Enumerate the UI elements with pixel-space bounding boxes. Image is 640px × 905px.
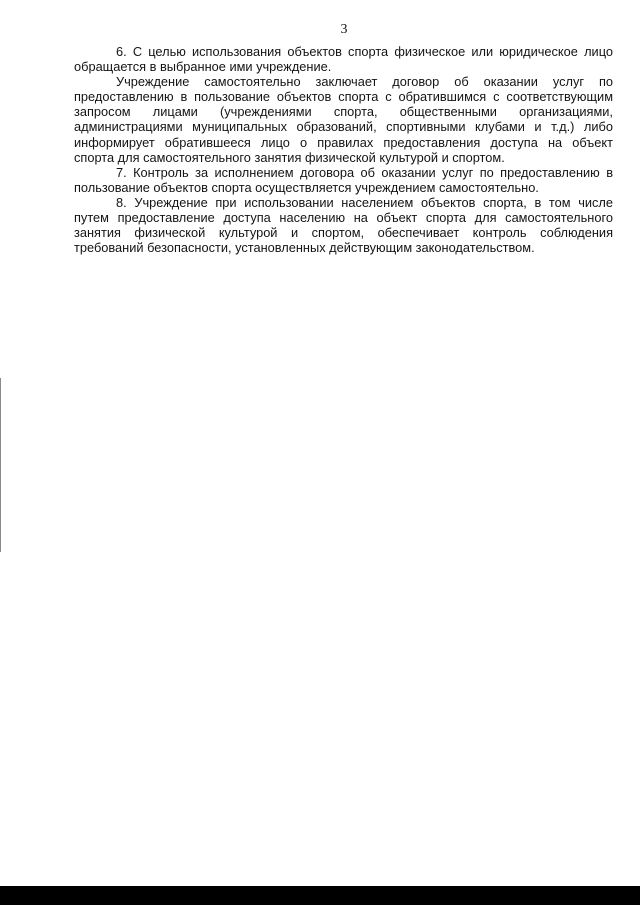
text-line: 8. Учреждение при использовании населением объектов спорта, в том числе xyxy=(116,194,613,210)
paragraph-7 xyxy=(74,165,613,195)
page-number: 3 xyxy=(340,22,348,37)
text-line: обращается в выбранное ими учреждение. xyxy=(74,59,332,75)
text-line: 7. Контроль за исполнением договора об оказании услуг по предоставлению в xyxy=(116,164,613,180)
text-line: 6. С целью использования объектов спорта физическое или юридическое лицо xyxy=(116,44,613,59)
text-line: занятия физической культурой и спортом, обеспечивает контроль соблюдения xyxy=(74,225,613,241)
paragraph-8 xyxy=(74,195,613,255)
text-line: спорта для самостоятельного занятия физической культурой и спортом. xyxy=(74,149,505,165)
text-line: требований безопасности, установленных действующим законодательством. xyxy=(74,240,535,256)
paragraph-6 xyxy=(74,44,613,74)
text-line: пользование объектов спорта осуществляется учреждением самостоятельно. xyxy=(74,179,539,195)
document-body xyxy=(74,44,613,255)
text-line: предоставлению в пользование объектов спорта с обратившимся с соответствующим xyxy=(74,89,613,105)
paragraph-contract xyxy=(74,74,613,165)
text-line: администрациями муниципальных образований, спортивными клубами и т.д.) либо xyxy=(74,119,613,135)
scan-edge-line xyxy=(0,378,1,552)
text-line: информирует обратившееся лицо о правилах предоставления доступа на объект xyxy=(74,134,613,150)
text-line: Учреждение самостоятельно заключает договор об оказании услуг по xyxy=(116,74,613,90)
scan-bottom-bar xyxy=(0,886,640,905)
text-line: запросом лицами (учреждениями спорта, общественными организациями, xyxy=(74,104,613,120)
text-line: путем предоставление доступа населению на объект спорта для самостоятельного xyxy=(74,210,613,226)
